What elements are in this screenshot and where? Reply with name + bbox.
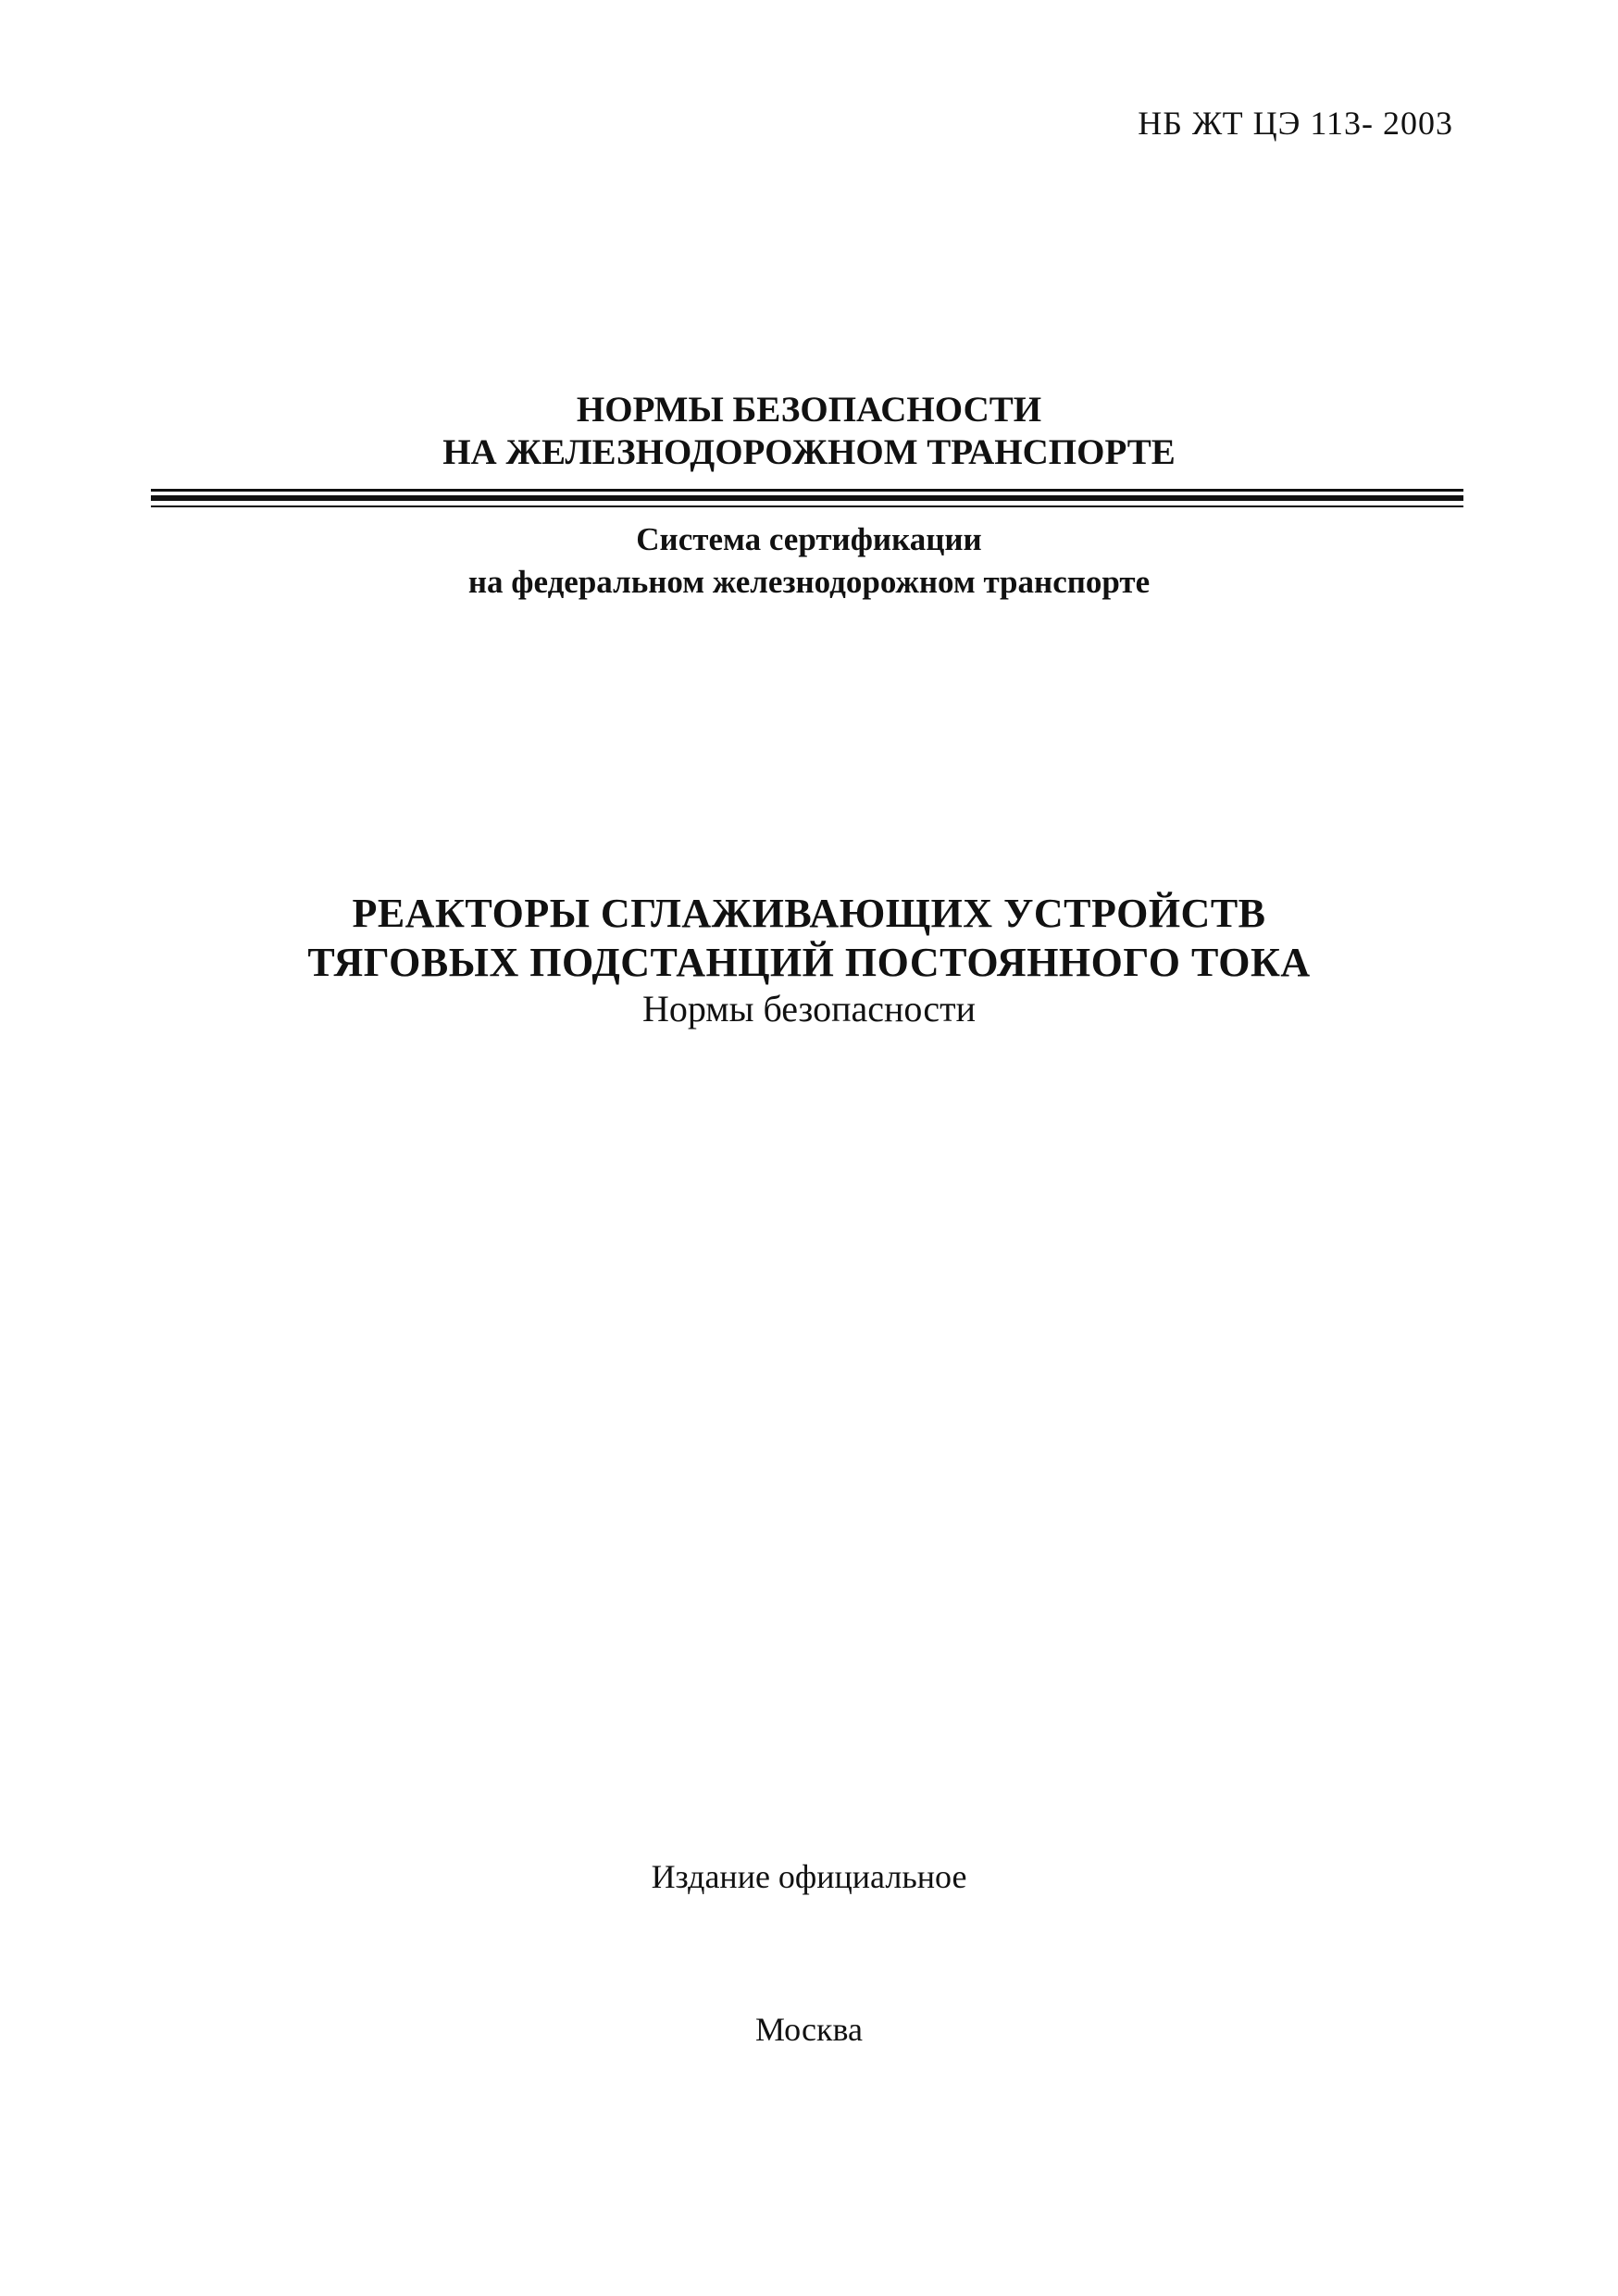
divider-line-middle (151, 495, 1463, 501)
divider-line-bottom (151, 505, 1463, 507)
document-code: НБ ЖТ ЦЭ 113- 2003 (1138, 105, 1453, 142)
system-line-2: на федеральном железнодорожном транспорте (467, 564, 1151, 600)
edition-note: Издание официальное (651, 1858, 967, 1895)
document-title (0, 889, 1618, 987)
title-line-1: РЕАКТОРЫ СГЛАЖИВАЮЩИХ УСТРОЙСТВ (352, 891, 1266, 936)
publication-city: Москва (755, 2011, 863, 2048)
heading-divider (151, 489, 1463, 507)
document-subtitle: Нормы безопасности (641, 988, 977, 1029)
series-heading (0, 389, 1618, 474)
title-line-2: ТЯГОВЫХ ПОДСТАНЦИЙ ПОСТОЯННОГО ТОКА (307, 940, 1311, 985)
series-line-2: НА ЖЕЛЕЗНОДОРОЖНОМ ТРАНСПОРТЕ (442, 432, 1176, 472)
certification-system (0, 518, 1618, 604)
divider-line-top (151, 489, 1463, 492)
series-line-1: НОРМЫ БЕЗОПАСНОСТИ (576, 390, 1042, 430)
system-line-1: Система сертификации (636, 521, 982, 557)
